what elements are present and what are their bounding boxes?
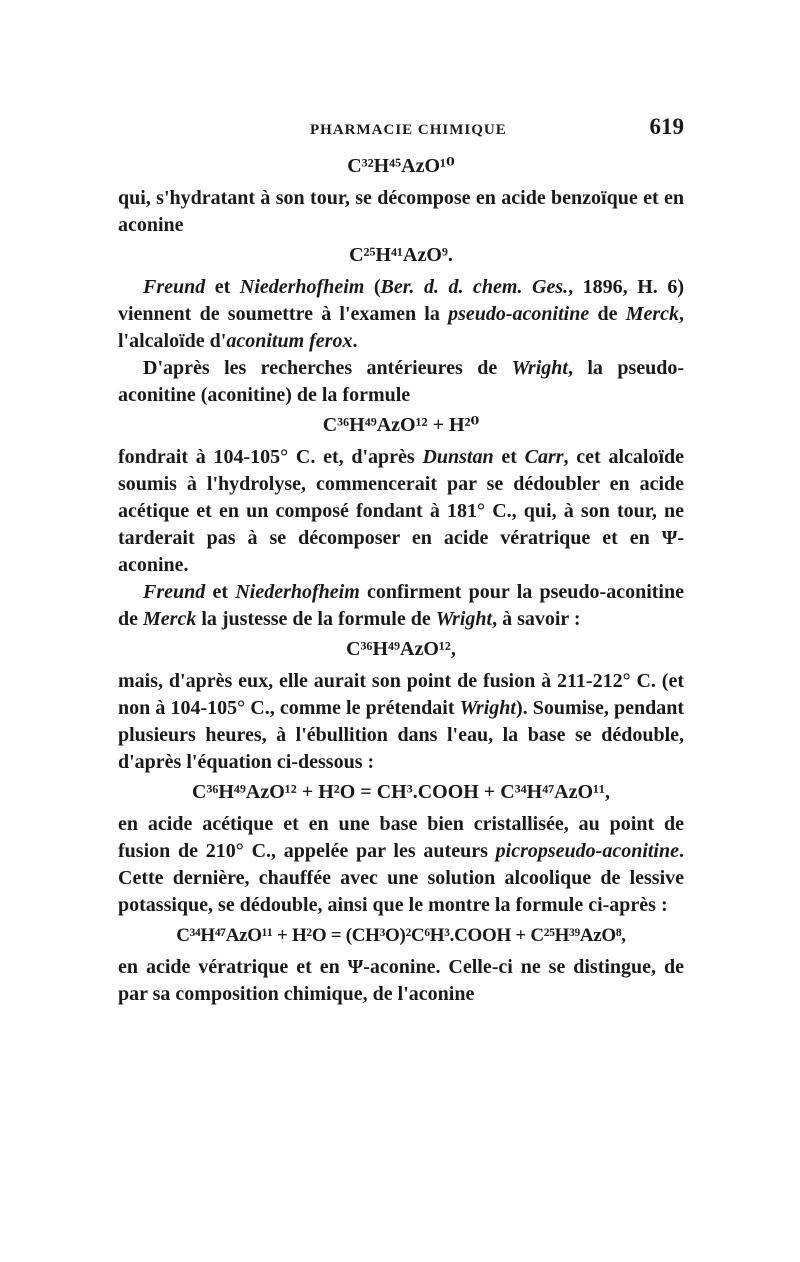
running-title: PHARMACIE CHIMIQUE xyxy=(310,122,507,138)
text-run: ). Soumise, pendant plusieurs heures, à l'ébullition dans l'eau, la base se dédouble, d'après l'équation ci-dessous : xyxy=(118,697,684,773)
formula-2: C²⁵H⁴¹AzO⁹. xyxy=(349,244,453,266)
journal-reference: Ber. d. d. chem. Ges. xyxy=(380,276,569,298)
page-body xyxy=(118,150,684,1008)
text-run: , cet alcaloïde soumis à l'hydrolyse, commencerait par se dédoubler en acide acétique et en un composé fondant à 181° C., qui, à son tour, ne tarderait pas à se décomposer en acide vératrique et en Ψ-aconine. xyxy=(118,446,684,576)
page-header xyxy=(118,114,684,144)
paragraph-5 xyxy=(118,579,684,633)
paragraph-4 xyxy=(118,444,684,579)
text-run: de xyxy=(589,303,626,325)
text-run: . Cette dernière, chauffée avec une solution alcoolique de lessive potassique, se dédouble, ainsi que le montre la formule ci-après : xyxy=(118,840,684,916)
paragraph-2 xyxy=(118,274,684,355)
formula-3: C³⁶H⁴⁹AzO¹² + H²⁰ xyxy=(322,414,480,436)
author-wright: Wright xyxy=(511,357,568,379)
text-run: et xyxy=(493,446,525,468)
author-merck: Merck xyxy=(143,608,197,630)
text-run: , à savoir : xyxy=(492,608,581,630)
text-run: la justesse de la formule de xyxy=(196,608,436,630)
text-run: D'après les recherches antérieures de xyxy=(143,357,512,379)
paragraph-8: en acide vératrique et en Ψ-aconine. Celle-ci ne se distingue, de par sa composition chimique, de l'aconine xyxy=(118,956,684,1005)
text-run: ( xyxy=(364,276,381,298)
text-run: . xyxy=(352,330,358,352)
author-merck: Merck xyxy=(625,303,680,325)
text-run: confirment pour la pseudo-aconitine de xyxy=(118,581,684,630)
author-wright: Wright xyxy=(435,608,493,630)
formula-4: C³⁶H⁴⁹AzO¹², xyxy=(346,638,456,660)
page-number: 619 xyxy=(649,114,684,139)
author-freund: Freund xyxy=(143,276,206,298)
author-niederhofheim: Niederhofheim xyxy=(235,581,360,603)
plant-name: aconitum ferox xyxy=(226,330,353,352)
author-niederhofheim: Niederhofheim xyxy=(239,276,365,298)
text-run: , l'alcaloïde d' xyxy=(118,303,685,352)
text-run: , 1896, H. 6) viennent de soumettre à l'examen la xyxy=(118,276,684,325)
formula-6: C³⁴H⁴⁷AzO¹¹ + H²O = (CH³O)²C⁶H³.COOH + C²⁵H³⁹AzO⁸, xyxy=(176,925,626,946)
author-wright: Wright xyxy=(459,697,516,719)
author-freund: Freund xyxy=(143,581,206,603)
author-carr: Carr xyxy=(524,446,564,468)
paragraph-3 xyxy=(118,355,684,409)
author-dunstan: Dunstan xyxy=(422,446,494,468)
paragraph-1: qui, s'hydratant à son tour, se décompose en acide benzoïque et en aconine xyxy=(118,187,684,236)
text-run: fondrait à 104-105° C. et, d'après xyxy=(118,446,423,468)
compound-name: pseudo-aconitine xyxy=(448,303,590,325)
text-run: et xyxy=(205,581,236,603)
text-run: et xyxy=(205,276,240,298)
formula-1: C³²H⁴⁵AzO¹⁰ xyxy=(347,155,455,177)
text-run: en acide acétique et en une base bien cristallisée, au point de fusion de 210° C., appelée par les auteurs xyxy=(118,813,684,862)
text-run: mais, d'après eux, elle aurait son point de fusion à 211-212° C. (et non à 104-105° C., comme le prétendait xyxy=(118,670,684,719)
paragraph-6 xyxy=(118,668,684,776)
paragraph-7 xyxy=(118,811,684,919)
compound-name: picropseudo-aconitine xyxy=(495,840,679,862)
text-run: , la pseudo-aconitine (aconitine) de la formule xyxy=(118,357,685,406)
formula-5: C³⁶H⁴⁹AzO¹² + H²O = CH³.COOH + C³⁴H⁴⁷AzO¹¹, xyxy=(191,781,611,803)
